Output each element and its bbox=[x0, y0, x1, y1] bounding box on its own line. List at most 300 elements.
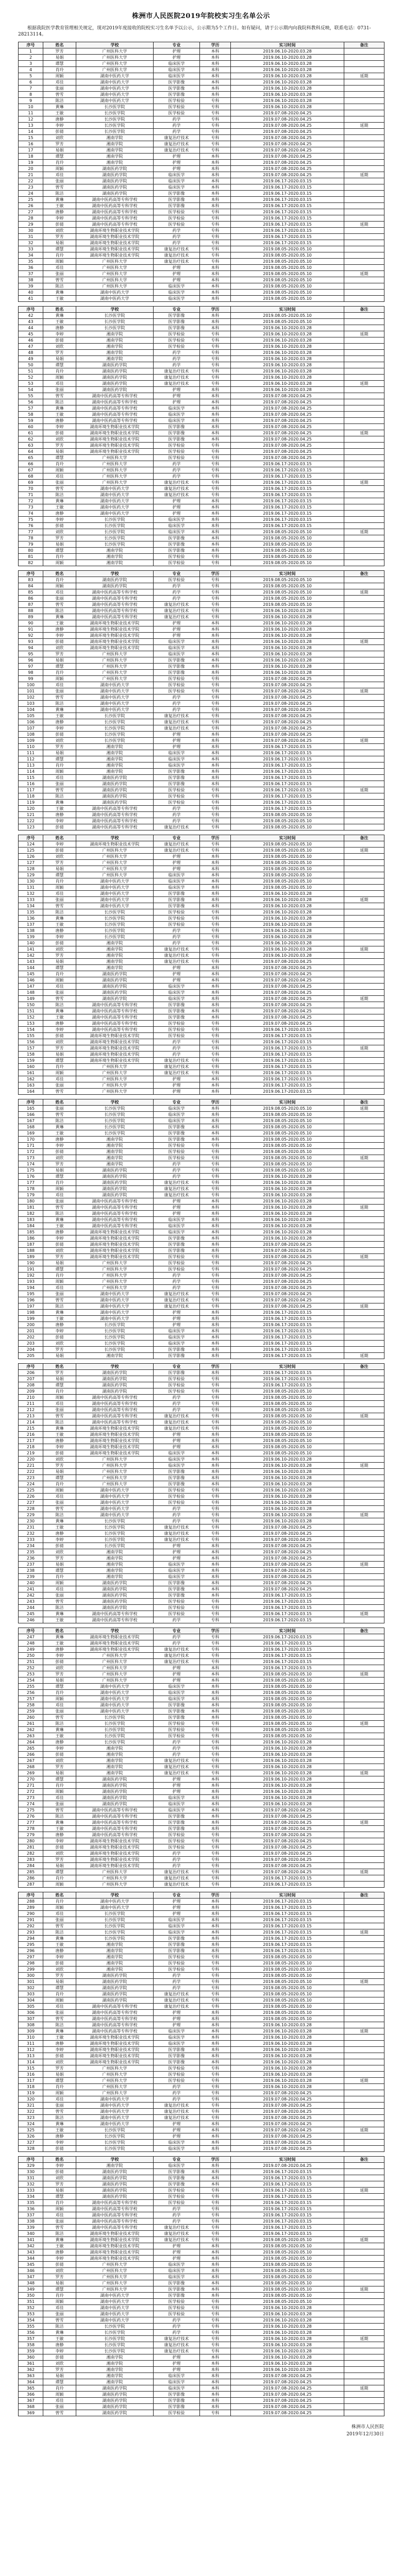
table-cell: 349 bbox=[19, 2286, 43, 2293]
table-cell: 本科 bbox=[200, 1217, 231, 1223]
table-cell: 专科 bbox=[200, 2072, 231, 2078]
table-cell bbox=[344, 866, 384, 872]
table-cell: 长沙医学院 bbox=[76, 1118, 154, 1124]
table-cell: 康复治疗技术 bbox=[154, 1531, 200, 1537]
table-cell: 62 bbox=[19, 436, 43, 443]
table-cell: 延期 bbox=[344, 1979, 384, 1985]
table-cell: 本科 bbox=[200, 891, 231, 897]
table-cell: 湖南环境生物职业技术学院 bbox=[76, 1444, 154, 1450]
table-cell: 护理 bbox=[154, 2354, 200, 2361]
table-row bbox=[19, 123, 384, 129]
table-cell bbox=[344, 812, 384, 818]
table-cell: 2019.06.17-2020.03.15 bbox=[231, 486, 344, 492]
table-cell bbox=[344, 1665, 384, 1671]
table-cell: 220 bbox=[19, 1456, 43, 1463]
table-cell: 医学检验 bbox=[154, 793, 200, 800]
table-cell: 王敏 bbox=[43, 1617, 76, 1623]
table-cell: 专科 bbox=[200, 331, 231, 337]
table-cell: 广州医科大学 bbox=[76, 1463, 154, 1469]
table-cell: 医学检验 bbox=[154, 104, 200, 110]
table-cell: 本科 bbox=[200, 1124, 231, 1130]
table-cell: 易娟 bbox=[43, 2280, 76, 2286]
table-cell bbox=[344, 2146, 384, 2152]
table-cell: 专科 bbox=[200, 252, 231, 259]
table-cell: 广州医科大学 bbox=[76, 1875, 154, 1882]
table-cell: 2019.06.17-2020.03.15 bbox=[231, 1640, 344, 1647]
table-cell: 广州医科大学 bbox=[76, 259, 154, 265]
table-cell bbox=[344, 1911, 384, 1917]
table-cell: 2019.06.10-2020.03.28 bbox=[231, 1795, 344, 1801]
table-cell: 李婷 bbox=[43, 1653, 76, 1659]
table-cell bbox=[344, 1783, 384, 1789]
table-cell bbox=[344, 2010, 384, 2016]
table-cell: 药学 bbox=[154, 1518, 200, 1524]
table-cell: 护理 bbox=[154, 1089, 200, 1095]
table-cell: 2019.08.05-2020.05.10 bbox=[231, 1671, 344, 1677]
table-cell bbox=[344, 2200, 384, 2206]
table-cell: 2019.08.05-2020.05.10 bbox=[231, 1708, 344, 1715]
table-cell: 长沙医学院 bbox=[76, 1721, 154, 1727]
table-cell: 2019.06.10-2020.03.28 bbox=[231, 1752, 344, 1758]
table-row bbox=[19, 1341, 384, 1347]
table-cell: 127 bbox=[19, 860, 43, 866]
table-row bbox=[19, 1617, 384, 1623]
table-cell: 刘欣 bbox=[43, 228, 76, 234]
table-cell: 2019.06.10-2020.03.28 bbox=[231, 2028, 344, 2035]
table-cell: 康复治疗技术 bbox=[154, 368, 200, 375]
table-cell: 彭倩 bbox=[43, 1543, 76, 1549]
table-row bbox=[19, 1039, 384, 1045]
table-cell: 药学 bbox=[154, 1052, 200, 1058]
table-cell bbox=[344, 265, 384, 271]
table-row bbox=[19, 1347, 384, 1353]
table-cell: 护理 bbox=[154, 971, 200, 977]
table-row bbox=[19, 1640, 384, 1647]
table-cell: 医学检验 bbox=[154, 787, 200, 793]
table-row bbox=[19, 1715, 384, 1721]
table-cell: 湘南学院 bbox=[76, 1942, 154, 1948]
table-cell: 广州医科大学 bbox=[76, 2280, 154, 2286]
table-cell: 药学 bbox=[154, 356, 200, 362]
table-cell: 2019.06.10-2020.03.28 bbox=[231, 1186, 344, 1192]
table-cell: 188 bbox=[19, 1248, 43, 1254]
table-cell: 广州医科大学 bbox=[76, 61, 154, 67]
table-cell: 110 bbox=[19, 744, 43, 750]
table-cell: 111 bbox=[19, 750, 43, 756]
table-cell: 湖南中医药大学 bbox=[76, 498, 154, 504]
table-cell bbox=[344, 1167, 384, 1174]
table-cell: 156 bbox=[19, 1039, 43, 1045]
table-cell: 179 bbox=[19, 1192, 43, 1198]
table-cell: 348 bbox=[19, 2280, 43, 2286]
table-cell: 106 bbox=[19, 719, 43, 725]
roster-table bbox=[18, 835, 384, 1095]
table-cell: 专科 bbox=[200, 228, 231, 234]
table-cell bbox=[344, 651, 384, 657]
table-cell: 药学 bbox=[154, 1634, 200, 1640]
table-cell: 湖南中医药高等专科学校 bbox=[76, 2016, 154, 2022]
table-cell bbox=[344, 1186, 384, 1192]
table-cell: 本科 bbox=[200, 1783, 231, 1789]
table-cell: 2019.08.05-2020.05.10 bbox=[231, 866, 344, 872]
table-cell: 医学影像 bbox=[154, 2053, 200, 2059]
table-cell: 2019.07.08-2020.04.25 bbox=[231, 2133, 344, 2140]
table-cell: 护理 bbox=[154, 2022, 200, 2028]
table-cell: 医学影像 bbox=[154, 424, 200, 430]
table-row bbox=[19, 517, 384, 523]
table-cell: 40 bbox=[19, 290, 43, 296]
table-cell: 罗芳 bbox=[43, 1161, 76, 1167]
table-cell: 2019.06.17-2020.03.15 bbox=[231, 1634, 344, 1640]
column-header: 姓名 bbox=[43, 42, 76, 48]
table-cell: 广州医科大学 bbox=[76, 1279, 154, 1285]
table-row bbox=[19, 1167, 384, 1174]
table-row bbox=[19, 1758, 384, 1764]
table-cell: 湖南医药学院 bbox=[76, 2410, 154, 2416]
table-cell: 湖南中医药大学 bbox=[76, 86, 154, 92]
table-row bbox=[19, 240, 384, 246]
table-cell: 广州医科大学 bbox=[76, 1273, 154, 1279]
table-cell: 临床医学 bbox=[154, 2379, 200, 2385]
table-cell bbox=[344, 860, 384, 866]
table-cell: 2019.06.10-2020.03.28 bbox=[231, 1456, 344, 1463]
table-row bbox=[19, 1407, 384, 1413]
table-cell: 王敏 bbox=[43, 1316, 76, 1322]
footer-org: 株洲市人民医院 bbox=[351, 2425, 384, 2430]
column-header: 姓名 bbox=[43, 1364, 76, 1370]
table-cell: 专科 bbox=[200, 1727, 231, 1733]
table-cell: 湖南环境生物职业技术学院 bbox=[76, 633, 154, 639]
table-cell: 2019.08.05-2020.05.10 bbox=[231, 296, 344, 302]
table-row bbox=[19, 1997, 384, 2004]
table-row bbox=[19, 529, 384, 535]
table-cell: 张丽 bbox=[43, 2404, 76, 2410]
table-cell: 297 bbox=[19, 1954, 43, 1960]
table-cell: 临床医学 bbox=[154, 1334, 200, 1341]
table-cell: 15 bbox=[19, 135, 43, 141]
roster-table bbox=[18, 1628, 384, 1888]
table-cell: 2019.08.05-2020.05.10 bbox=[231, 313, 344, 319]
table-cell: 湘南学院 bbox=[76, 1758, 154, 1764]
table-cell bbox=[344, 548, 384, 554]
table-cell: 长沙医学院 bbox=[76, 2348, 154, 2354]
table-cell: 刘欣 bbox=[43, 1248, 76, 1254]
table-cell: 医学检验 bbox=[154, 1500, 200, 1506]
table-cell: 251 bbox=[19, 1659, 43, 1665]
table-cell: 广州医科大学 bbox=[76, 1469, 154, 1475]
table-cell: 259 bbox=[19, 1708, 43, 1715]
table-row bbox=[19, 1161, 384, 1167]
table-cell: 医学影像 bbox=[154, 2293, 200, 2299]
table-cell: 肖玲 bbox=[43, 67, 76, 73]
table-cell: 2019.07.08-2020.04.25 bbox=[231, 2146, 344, 2152]
table-row bbox=[19, 633, 384, 639]
table-cell: 本科 bbox=[200, 86, 231, 92]
table-cell: 2019.07.08-2020.04.25 bbox=[231, 436, 344, 443]
table-cell: 易娟 bbox=[43, 1863, 76, 1869]
table-cell: 本科 bbox=[200, 203, 231, 209]
table-cell bbox=[344, 455, 384, 461]
table-row bbox=[19, 1506, 384, 1512]
table-cell: 康复治疗技术 bbox=[154, 2004, 200, 2010]
table-header-row bbox=[19, 1892, 384, 1899]
table-cell: 邓佳 bbox=[43, 172, 76, 178]
table-cell: 323 bbox=[19, 2115, 43, 2121]
table-row bbox=[19, 971, 384, 977]
table-row bbox=[19, 1052, 384, 1058]
table-cell bbox=[344, 602, 384, 608]
table-cell: 陈洁 bbox=[43, 2231, 76, 2237]
table-cell: 2019.08.05-2020.05.10 bbox=[231, 554, 344, 560]
table-cell: 本科 bbox=[200, 2127, 231, 2133]
table-cell: 147 bbox=[19, 984, 43, 990]
table-cell: 115 bbox=[19, 775, 43, 781]
table-row bbox=[19, 2065, 384, 2072]
table-cell: 2019.06.10-2020.03.28 bbox=[231, 1180, 344, 1186]
table-cell: 黄琳 bbox=[43, 1727, 76, 1733]
table-cell: 湖南中医药高等专科学校 bbox=[76, 1401, 154, 1407]
table-cell: 2019.06.17-2020.03.15 bbox=[231, 1911, 344, 1917]
table-cell: 医学检验 bbox=[154, 909, 200, 916]
table-cell: 163 bbox=[19, 1082, 43, 1089]
table-cell: 专科 bbox=[200, 596, 231, 602]
table-cell: 护理 bbox=[154, 1671, 200, 1677]
table-cell bbox=[344, 1580, 384, 1586]
table-cell: 2019.07.08-2020.04.25 bbox=[231, 1303, 344, 1310]
table-cell: 陈洁 bbox=[43, 1419, 76, 1426]
table-cell: 湘南学院 bbox=[76, 1562, 154, 1568]
table-cell: 邓佳 bbox=[43, 2096, 76, 2103]
table-cell: 专科 bbox=[200, 787, 231, 793]
table-cell: 2019.07.08-2020.04.25 bbox=[231, 2398, 344, 2404]
table-cell: 医学检验 bbox=[154, 2072, 200, 2078]
table-cell: 湘南学院 bbox=[76, 548, 154, 554]
table-cell: 308 bbox=[19, 2022, 43, 2028]
table-cell: 临床医学 bbox=[154, 1106, 200, 1112]
table-cell bbox=[344, 2280, 384, 2286]
table-cell: 王敏 bbox=[43, 806, 76, 812]
table-cell: 2019.08.05-2020.05.10 bbox=[231, 1960, 344, 1967]
table-cell: 2019.08.05-2020.05.10 bbox=[231, 1407, 344, 1413]
table-row bbox=[19, 2398, 384, 2404]
table-row bbox=[19, 252, 384, 259]
table-row bbox=[19, 2317, 384, 2324]
table-row bbox=[19, 61, 384, 67]
table-cell: 2019.07.08-2020.04.25 bbox=[231, 1248, 344, 1254]
table-cell: 药学 bbox=[154, 228, 200, 234]
table-cell: 医学影像 bbox=[154, 1353, 200, 1359]
table-cell: 长沙医学院 bbox=[76, 1727, 154, 1733]
table-cell: 250 bbox=[19, 1653, 43, 1659]
table-cell: 谭慧 bbox=[43, 2194, 76, 2200]
table-cell: 曾雪 bbox=[43, 2109, 76, 2115]
table-cell: 康复治疗技术 bbox=[154, 1875, 200, 1882]
table-cell bbox=[344, 1899, 384, 1905]
table-row bbox=[19, 1198, 384, 1205]
table-cell bbox=[344, 719, 384, 725]
table-cell: 湖南环境生物职业技术学院 bbox=[76, 1033, 154, 1039]
table-cell: 曾雪 bbox=[43, 1413, 76, 1419]
table-cell: 唐静 bbox=[43, 2342, 76, 2348]
table-cell: 专科 bbox=[200, 1857, 231, 1863]
column-header: 学校 bbox=[76, 1364, 154, 1370]
page-title: 株洲市人民医院2019年院校实习生名单公示 bbox=[132, 12, 270, 20]
table-cell: 湘南学院 bbox=[76, 331, 154, 337]
table-row bbox=[19, 443, 384, 449]
table-cell: 146 bbox=[19, 977, 43, 984]
table-cell bbox=[344, 1316, 384, 1322]
table-cell: 158 bbox=[19, 1052, 43, 1058]
table-cell: 广州医科大学 bbox=[76, 2065, 154, 2072]
table-cell bbox=[344, 178, 384, 184]
table-cell: 湖南环境生物职业技术学院 bbox=[76, 1438, 154, 1444]
table-cell: 118 bbox=[19, 793, 43, 800]
table-row bbox=[19, 2324, 384, 2330]
table-cell: 2019.06.10-2020.03.28 bbox=[231, 86, 344, 92]
table-cell bbox=[344, 1112, 384, 1118]
table-cell: 2019.08.05-2020.05.10 bbox=[231, 2004, 344, 2010]
table-cell: 长沙医学院 bbox=[76, 738, 154, 744]
table-cell bbox=[344, 203, 384, 209]
table-row bbox=[19, 1310, 384, 1316]
table-cell: 314 bbox=[19, 2059, 43, 2065]
table-cell: 2019.06.10-2020.03.28 bbox=[231, 620, 344, 626]
table-row bbox=[19, 1254, 384, 1260]
table-cell bbox=[344, 2225, 384, 2231]
table-cell: 2019.07.08-2020.04.25 bbox=[231, 1254, 344, 1260]
table-cell: 护理 bbox=[154, 2361, 200, 2367]
table-cell: 长沙医学院 bbox=[76, 713, 154, 719]
table-cell bbox=[344, 971, 384, 977]
table-cell: 李婷 bbox=[43, 2163, 76, 2169]
table-cell: 李婷 bbox=[43, 215, 76, 222]
table-cell: 易娟 bbox=[43, 356, 76, 362]
table-cell: 2019.08.05-2020.05.10 bbox=[231, 1395, 344, 1401]
table-cell: 2019.08.05-2020.05.10 bbox=[231, 1690, 344, 1696]
table-cell: 本科 bbox=[200, 387, 231, 393]
table-cell: 2019.08.05-2020.05.10 bbox=[231, 535, 344, 541]
table-cell: 临床医学 bbox=[154, 405, 200, 412]
table-cell: 广州医科大学 bbox=[76, 480, 154, 486]
table-cell: 248 bbox=[19, 1640, 43, 1647]
table-cell bbox=[344, 240, 384, 246]
table-cell: 2019.06.17-2020.03.15 bbox=[231, 2194, 344, 2200]
table-row bbox=[19, 498, 384, 504]
table-cell: 2019.07.08-2020.04.25 bbox=[231, 449, 344, 455]
table-cell: 延期 bbox=[344, 589, 384, 596]
table-cell: 144 bbox=[19, 965, 43, 971]
table-cell: 周颖 bbox=[43, 2206, 76, 2212]
column-header: 专业 bbox=[154, 1364, 200, 1370]
table-cell bbox=[344, 191, 384, 197]
table-cell: 黄琳 bbox=[43, 707, 76, 713]
table-cell: 2019.07.08-2020.04.25 bbox=[231, 135, 344, 141]
table-cell: 本科 bbox=[200, 325, 231, 331]
table-cell: 2019.07.08-2020.04.25 bbox=[231, 1291, 344, 1297]
table-cell: 医学影像 bbox=[154, 191, 200, 197]
table-row bbox=[19, 990, 384, 996]
table-cell: 2019.06.17-2020.03.15 bbox=[231, 775, 344, 781]
table-cell: 护理 bbox=[154, 1316, 200, 1322]
table-cell: 2019.06.17-2020.03.15 bbox=[231, 1033, 344, 1039]
table-cell: 湖南中医药高等专科学校 bbox=[76, 1008, 154, 1014]
table-cell: 李婷 bbox=[43, 841, 76, 848]
table-row bbox=[19, 1260, 384, 1266]
table-cell: 160 bbox=[19, 1064, 43, 1070]
table-cell: 长沙医学院 bbox=[76, 1733, 154, 1739]
table-cell: 临床医学 bbox=[154, 1568, 200, 1574]
table-cell: 2019.06.10-2020.03.28 bbox=[231, 657, 344, 664]
table-cell: 专科 bbox=[200, 2004, 231, 2010]
table-cell: 2019.07.08-2020.04.25 bbox=[231, 2096, 344, 2103]
table-cell: 专科 bbox=[200, 1967, 231, 1973]
table-row bbox=[19, 682, 384, 688]
table-cell: 本科 bbox=[200, 1248, 231, 1254]
table-cell: 2019.06.17-2020.03.15 bbox=[231, 498, 344, 504]
table-cell: 周颖 bbox=[43, 583, 76, 589]
table-row bbox=[19, 2256, 384, 2262]
table-cell: 长沙医学院 bbox=[76, 104, 154, 110]
column-header: 实习时间 bbox=[231, 835, 344, 841]
table-cell: 张丽 bbox=[43, 1106, 76, 1112]
table-row bbox=[19, 781, 384, 787]
column-header: 序号 bbox=[19, 42, 43, 48]
table-cell: 张丽 bbox=[43, 1708, 76, 1715]
table-cell: 湘南学院 bbox=[76, 135, 154, 141]
table-cell: 245 bbox=[19, 1611, 43, 1617]
table-cell: 专科 bbox=[200, 123, 231, 129]
table-cell: 湖南中医药高等专科学校 bbox=[76, 405, 154, 412]
table-cell: 64 bbox=[19, 449, 43, 455]
table-cell: 护理 bbox=[154, 2121, 200, 2127]
table-cell: 护理 bbox=[154, 620, 200, 626]
table-row bbox=[19, 2206, 384, 2212]
table-cell: 368 bbox=[19, 2404, 43, 2410]
table-cell: 临床医学 bbox=[154, 645, 200, 651]
table-cell: 143 bbox=[19, 959, 43, 965]
table-cell: 湖南环境生物职业技术学院 bbox=[76, 620, 154, 626]
table-cell: 本科 bbox=[200, 430, 231, 436]
table-cell: 本科 bbox=[200, 1014, 231, 1021]
table-cell: 湖南环境生物职业技术学院 bbox=[76, 430, 154, 436]
table-cell bbox=[344, 750, 384, 756]
table-cell: 291 bbox=[19, 1917, 43, 1923]
table-cell: 延期 bbox=[344, 2078, 384, 2084]
table-cell: 临床医学 bbox=[154, 523, 200, 529]
column-header: 专业 bbox=[154, 1628, 200, 1634]
table-row bbox=[19, 1537, 384, 1543]
table-cell bbox=[344, 1481, 384, 1487]
table-row bbox=[19, 1568, 384, 1574]
table-cell: 黄琳 bbox=[43, 1310, 76, 1316]
table-cell: 345 bbox=[19, 2262, 43, 2268]
table-row bbox=[19, 2022, 384, 2028]
table-cell: 药学 bbox=[154, 2096, 200, 2103]
table-cell: 医学影像 bbox=[154, 2280, 200, 2286]
table-cell: 黄琳 bbox=[43, 1124, 76, 1130]
table-cell bbox=[344, 1838, 384, 1844]
table-cell: 专科 bbox=[200, 1863, 231, 1869]
table-cell: 黄琳 bbox=[43, 800, 76, 806]
table-cell: 黄琳 bbox=[43, 405, 76, 412]
table-row bbox=[19, 290, 384, 296]
table-cell: 医学影像 bbox=[154, 1702, 200, 1708]
table-cell: 335 bbox=[19, 2200, 43, 2206]
table-cell: 283 bbox=[19, 1857, 43, 1863]
table-cell: 195 bbox=[19, 1291, 43, 1297]
table-cell: 2019.08.05-2020.05.10 bbox=[231, 1130, 344, 1137]
table-cell: 临床医学 bbox=[154, 2041, 200, 2047]
